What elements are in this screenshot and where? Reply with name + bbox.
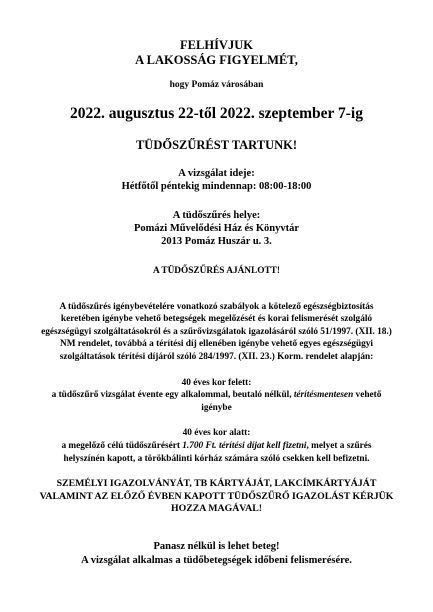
legal-line-3: egészségügyi szolgáltatásokról és a szűrővizsgálatok igazolásáról szóló 51/1997. (XII. 18.): [41, 326, 392, 337]
under-40-line-2: helyszínén kapott, a törökbálinti kórház számára szóló csekken kell befizetni.: [63, 453, 370, 464]
header-line-2: A LAKOSSÁG FIGYELMÉT,: [135, 53, 298, 67]
schedule-value: Hétfőtől péntekig mindennap: 08:00-18:00: [121, 181, 312, 192]
footer-line-2: A vizsgálat alkalmas a tüdőbetegségek időbeni felismerésére.: [81, 554, 352, 566]
legal-line-1: A tüdőszűrés igénybevételére vonatkozó szabályok a kötelező egészségbiztosítás: [59, 301, 374, 312]
over-40-section: [10, 377, 423, 415]
location-label: A tüdőszűrés helye:: [172, 210, 261, 221]
recommend-note: A TÜDŐSZŰRÉS AJÁNLOTT!: [153, 266, 280, 276]
over-40-label: 40 éves kor felett:: [181, 377, 252, 388]
over-40-line-1: a tüdőszűrő vizsgálat évente egy alkalommal, beutaló nélkül, térítésmentesen vehető: [51, 390, 382, 401]
location-line-1: Pomázi Művelődési Ház és Könyvtár: [133, 223, 300, 234]
footer-line-1: Panasz nélkül is lehet beteg!: [153, 540, 280, 552]
headline: TÜDŐSZŰRÉST TARTUNK!: [135, 138, 298, 152]
under-40-label: 40 éves kor alatt:: [182, 428, 251, 439]
under-40-section: [10, 427, 423, 465]
documents-line-2: VALAMINT AZ ELŐZŐ ÉVBEN KAPOTT TÜDŐSZŰRŐ IGAZOLÁST KÉRJÜK: [39, 490, 394, 502]
under-40-line-1: a megelőző célú tüdőszűrésért 1.700 Ft. térítési díjat kell fizetni, melyet a szűrés: [61, 440, 372, 451]
documents-line-1: SZEMÉLYI IGAZOLVÁNYÁT, TB KÁRTYÁJÁT, LAKCÍMKÁRTYÁJÁT: [56, 478, 377, 490]
legal-line-4: NM rendelet, továbbá a térítési díj ellenében igénybe vehető egyes egészségügyi: [59, 339, 374, 350]
documents-notice: [10, 478, 423, 516]
header-line-3: hogy Pomáz városában: [169, 80, 264, 90]
footer: [10, 540, 423, 568]
date-range: 2022. augusztus 22-től 2022. szeptember 7-ig: [70, 105, 363, 122]
documents-line-3: HOZZA MAGÁVAL!: [171, 503, 262, 515]
header-line-1: FELHÍVJUK: [180, 38, 253, 52]
over-40-line-2: igénybe: [201, 402, 232, 413]
legal-line-2: keretében igénybe vehető betegségek megelőzését és korai felismerését szolgáló: [60, 314, 373, 325]
legal-paragraph: [10, 301, 423, 364]
legal-line-5: szolgáltatások térítési díjáról szóló 284/1997. (XII. 23.) Korm. rendelet alapján:: [59, 351, 374, 362]
location-line-2: 2013 Pomáz Huszár u. 3.: [161, 236, 272, 247]
schedule-label: A vizsgálat ideje:: [178, 168, 255, 179]
